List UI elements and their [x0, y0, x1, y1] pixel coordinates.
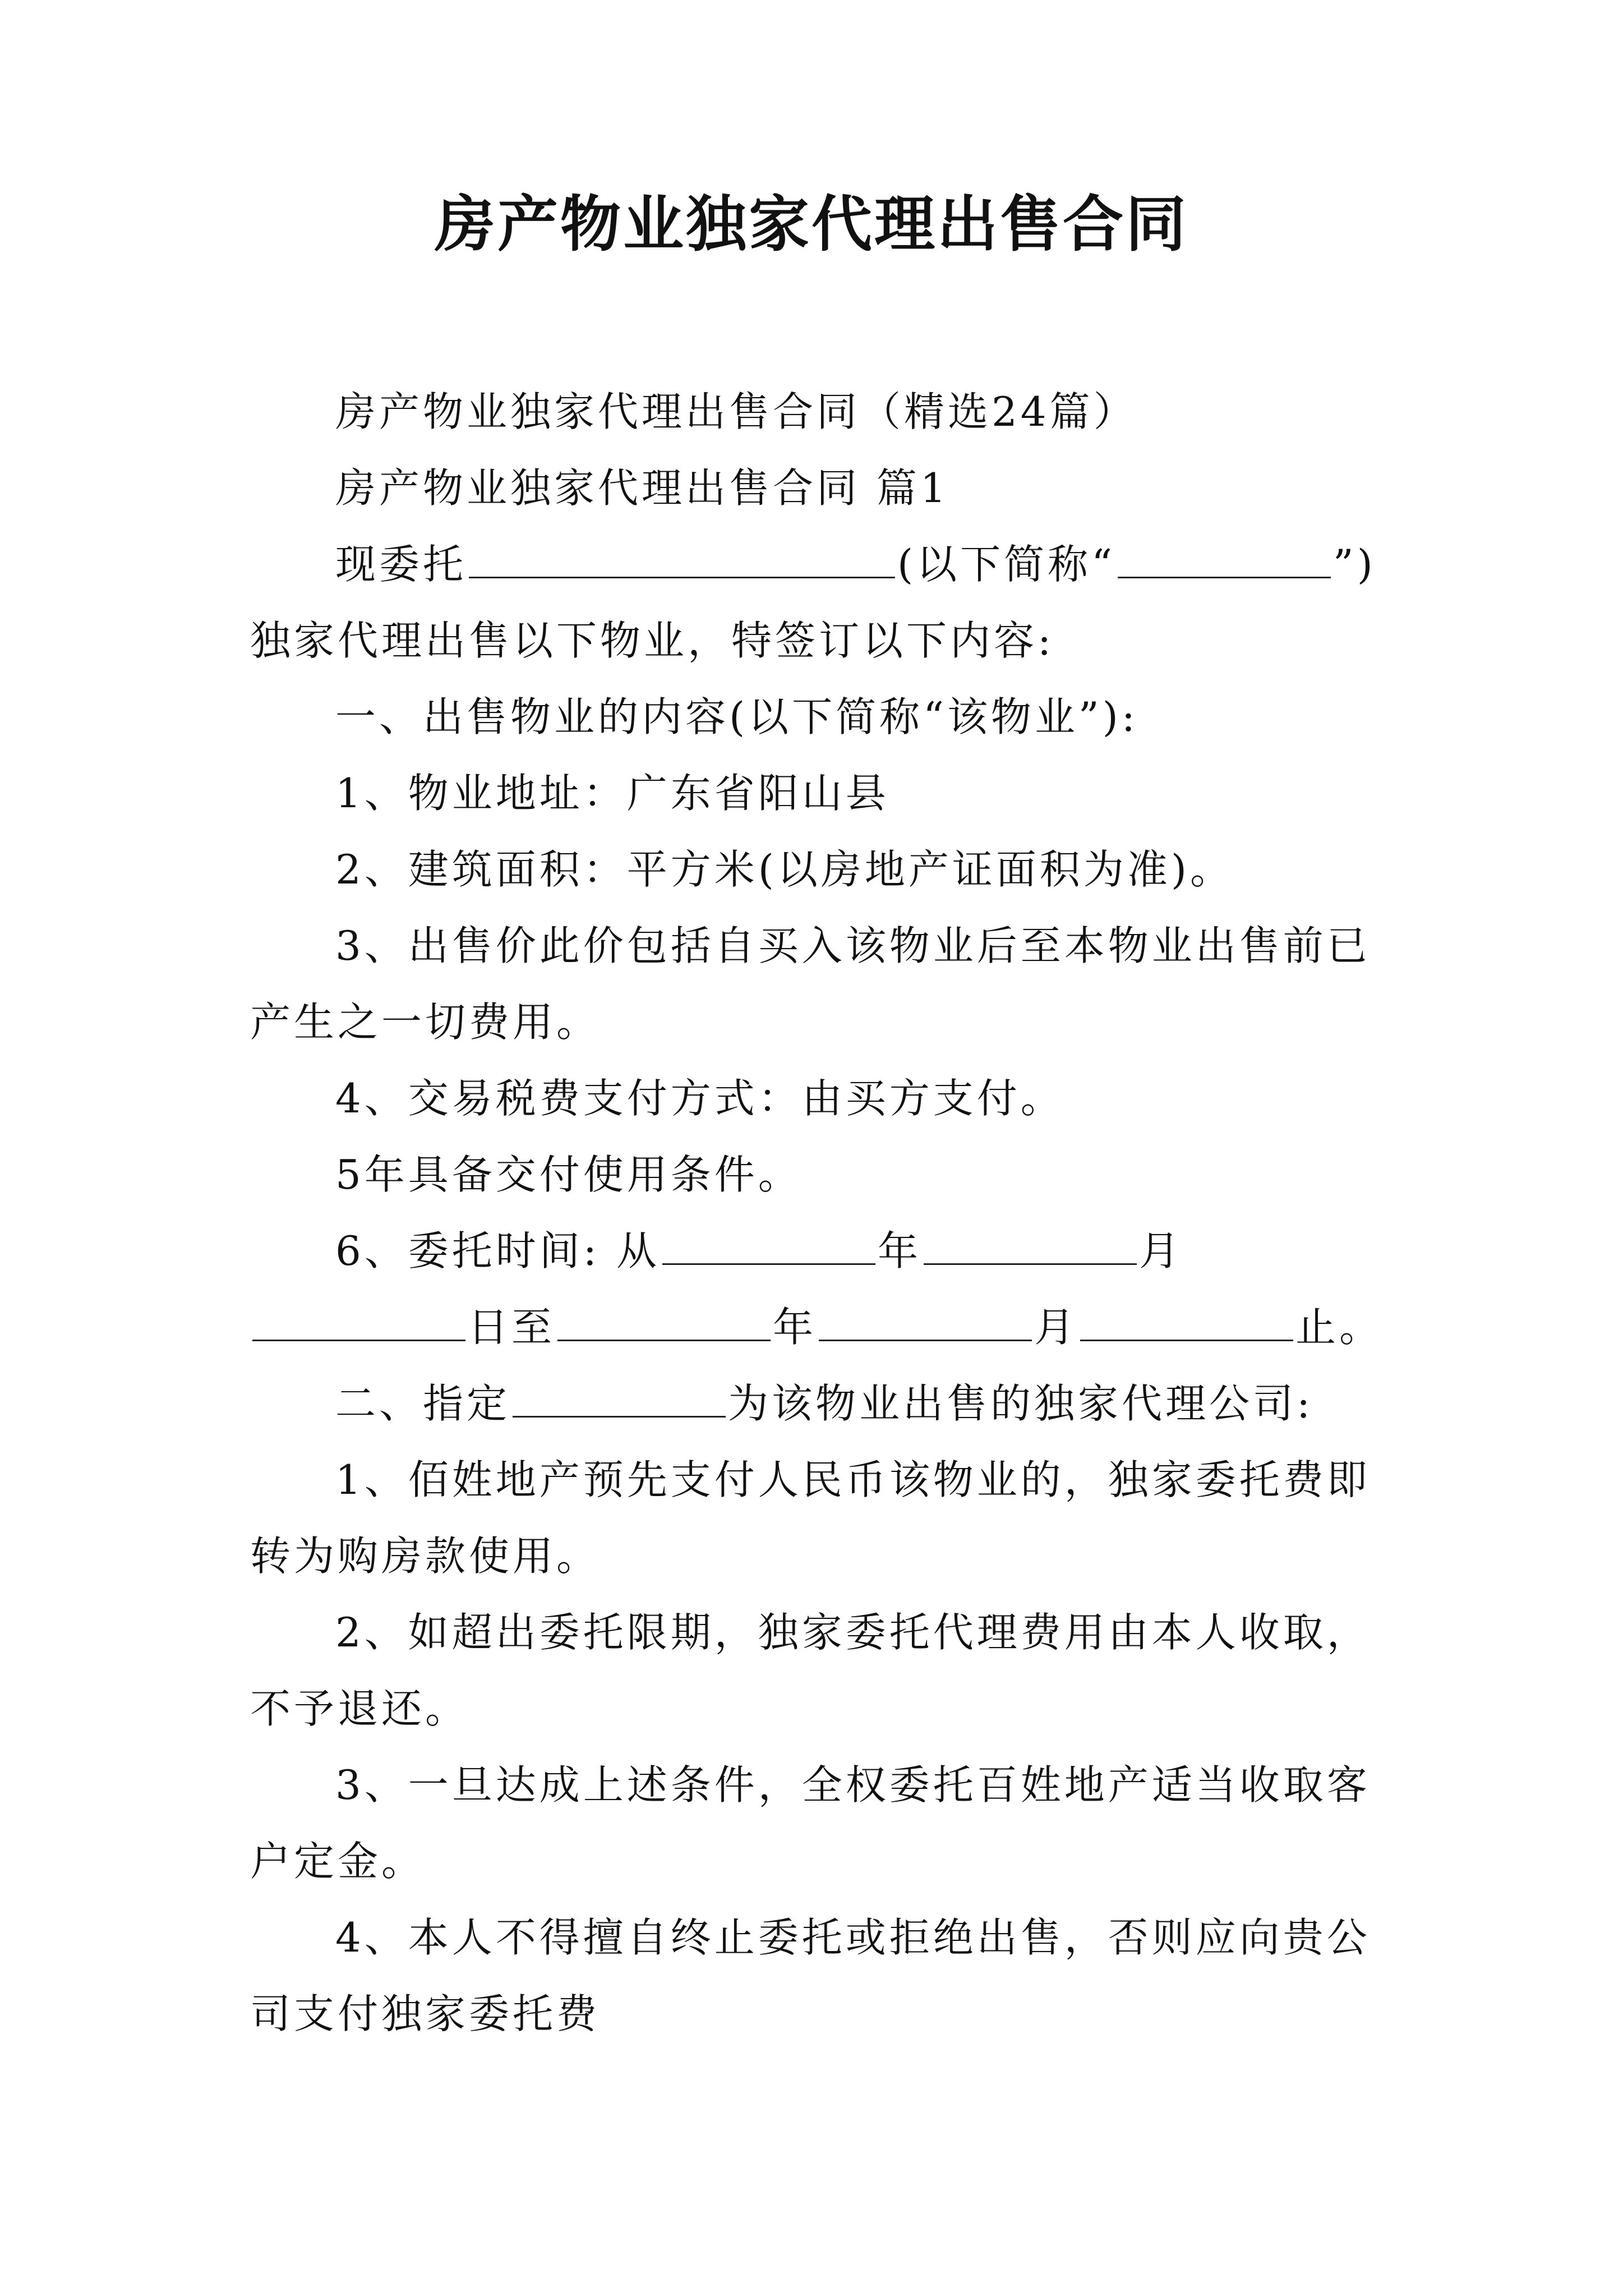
clause-2-1: 1、佰姓地产预先支付人民币该物业的，独家委托费即转为购房款使用。 — [250, 1456, 1371, 1580]
entrust-middle: (以下简称“ — [897, 541, 1115, 588]
clause-1-5: 5年具备交付使用条件。 — [335, 1151, 802, 1198]
clause-1-2: 2、建筑面积：平方米(以房地产证面积为准)。 — [335, 846, 1234, 893]
month-label-2: 月 — [1034, 1304, 1078, 1351]
agent-company-blank — [513, 1382, 726, 1418]
end-month-blank — [819, 1306, 1032, 1341]
document-subtitle: 房产物业独家代理出售合同（精选24篇） — [335, 388, 1137, 435]
document-body — [250, 374, 1394, 2052]
clause-1-4: 4、交易税费支付方式：由买方支付。 — [335, 1075, 1064, 1122]
year-label-2: 年 — [773, 1304, 817, 1351]
time-prefix: 6、委托时间: 从 — [335, 1227, 660, 1274]
entrust-suffix: ”)独家代理出售以下物业，特签订以下内容: — [250, 541, 1376, 664]
entrust-time-paragraph — [250, 1213, 1394, 1365]
month-label-1: 月 — [1138, 1227, 1183, 1274]
day-to-label: 日至 — [468, 1304, 556, 1351]
designate-suffix: 为该物业出售的独家代理公司: — [728, 1380, 1314, 1427]
clause-1-1: 1、物业地址：广东省阳山县 — [335, 770, 889, 817]
entrust-prefix: 现委托 — [335, 541, 467, 588]
clause-1-3: 3、出售价此价包括自买入该物业后至本物业出售前已产生之一切费用。 — [250, 922, 1371, 1046]
document-title: 房产物业独家代理出售合同 — [434, 189, 1188, 260]
clause-2-2: 2、如超出委托限期，独家委托代理费用由本人收取，不予退还。 — [250, 1609, 1371, 1732]
clause-2-4: 4、本人不得擅自终止委托或拒绝出售，否则应向贵公司支付独家委托费 — [250, 1914, 1371, 2037]
entrust-paragraph — [250, 526, 1394, 679]
section-heading: 房产物业独家代理出售合同 篇1 — [335, 464, 949, 512]
end-year-blank — [557, 1306, 771, 1341]
start-month-blank — [924, 1230, 1137, 1265]
start-day-blank — [252, 1306, 465, 1341]
end-label: 止。 — [1295, 1304, 1384, 1351]
end-day-blank — [1080, 1306, 1293, 1341]
year-label-1: 年 — [877, 1227, 921, 1274]
start-year-blank — [662, 1230, 875, 1265]
clause-1-heading: 一、出售物业的内容(以下简称“该物业”): — [335, 693, 1139, 740]
designate-prefix: 二、指定 — [335, 1380, 511, 1427]
designate-paragraph — [250, 1365, 1394, 1442]
short-name-blank — [1118, 543, 1331, 578]
clause-2-3: 3、一旦达成上述条件，全权委托百姓地产适当收取客户定金。 — [250, 1761, 1371, 1885]
entrustee-blank — [469, 543, 895, 578]
